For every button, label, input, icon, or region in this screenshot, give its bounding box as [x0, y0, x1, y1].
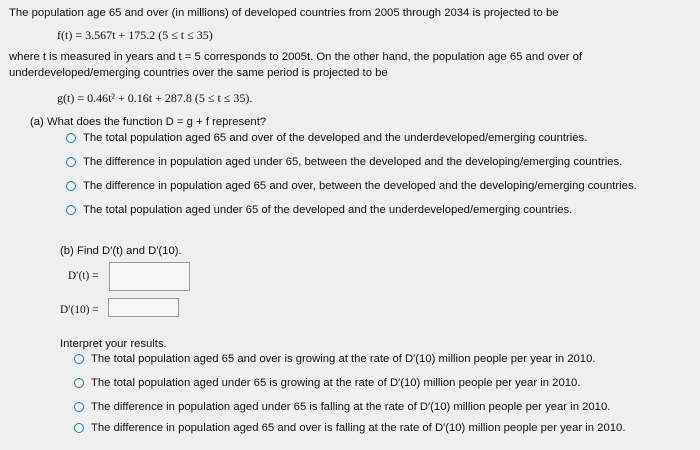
part-b-option-1[interactable] — [74, 352, 596, 366]
option-label: The difference in population aged 65 and over, between the developed and the developing/emerging countries. — [83, 180, 637, 192]
part-b-option-4[interactable] — [74, 421, 625, 435]
part-b-question: (b) Find D′(t) and D′(10). — [60, 245, 182, 257]
part-a-option-4[interactable] — [66, 203, 572, 217]
radio-button[interactable] — [74, 378, 84, 388]
option-label: The total population aged under 65 of the developed and the underdeveloped/emerging countries. — [83, 204, 573, 216]
part-a-option-3[interactable] — [66, 179, 637, 193]
option-label: The total population aged under 65 is growing at the rate of D′(10) million people per year in 2010. — [91, 377, 581, 389]
g-definition: g(t) = 0.46t² + 0.16t + 287.8 (5 ≤ t ≤ 35). — [57, 91, 253, 105]
radio-button[interactable] — [66, 181, 76, 191]
part-b-option-3[interactable] — [74, 400, 610, 414]
part-a-question: (a) What does the function D = g + f represent? — [30, 116, 267, 128]
interpret-label: Interpret your results. — [60, 338, 167, 350]
radio-button[interactable] — [74, 423, 84, 433]
problem-intro-line2: where t is measured in years and t = 5 corresponds to 2005t. On the other hand, the population age 65 and over of — [9, 51, 583, 63]
radio-button[interactable] — [66, 157, 76, 167]
part-a-option-1[interactable] — [66, 131, 587, 145]
problem-intro-line1: The population age 65 and over (in millions) of developed countries from 2005 through 2034 is projected to be — [9, 7, 559, 19]
option-label: The total population aged 65 and over of the developed and the underdeveloped/emerging countries. — [83, 132, 588, 144]
radio-button[interactable] — [66, 133, 76, 143]
dprime-10-input[interactable] — [108, 298, 179, 317]
option-label: The total population aged 65 and over is growing at the rate of D′(10) million people per year in 2010. — [91, 353, 596, 365]
option-label: The difference in population aged under 65, between the developed and the developing/emerging countries. — [83, 156, 623, 168]
radio-button[interactable] — [66, 205, 76, 215]
part-b-option-2[interactable] — [74, 376, 580, 390]
dprime-t-input[interactable] — [109, 262, 190, 291]
dprime-10-label: D′(10) = — [60, 304, 99, 316]
part-a-option-2[interactable] — [66, 155, 622, 169]
problem-intro-line3: underdeveloped/emerging countries over the same period is projected to be — [9, 67, 388, 79]
radio-button[interactable] — [74, 354, 84, 364]
f-definition: f(t) = 3.567t + 175.2 (5 ≤ t ≤ 35) — [57, 28, 213, 42]
dprime-t-label: D′(t) = — [68, 270, 99, 282]
radio-button[interactable] — [74, 402, 84, 412]
option-label: The difference in population aged under 65 is falling at the rate of D′(10) million people per year in 2010. — [91, 401, 611, 413]
option-label: The difference in population aged 65 and over is falling at the rate of D′(10) million people per year in 2010. — [91, 422, 626, 434]
